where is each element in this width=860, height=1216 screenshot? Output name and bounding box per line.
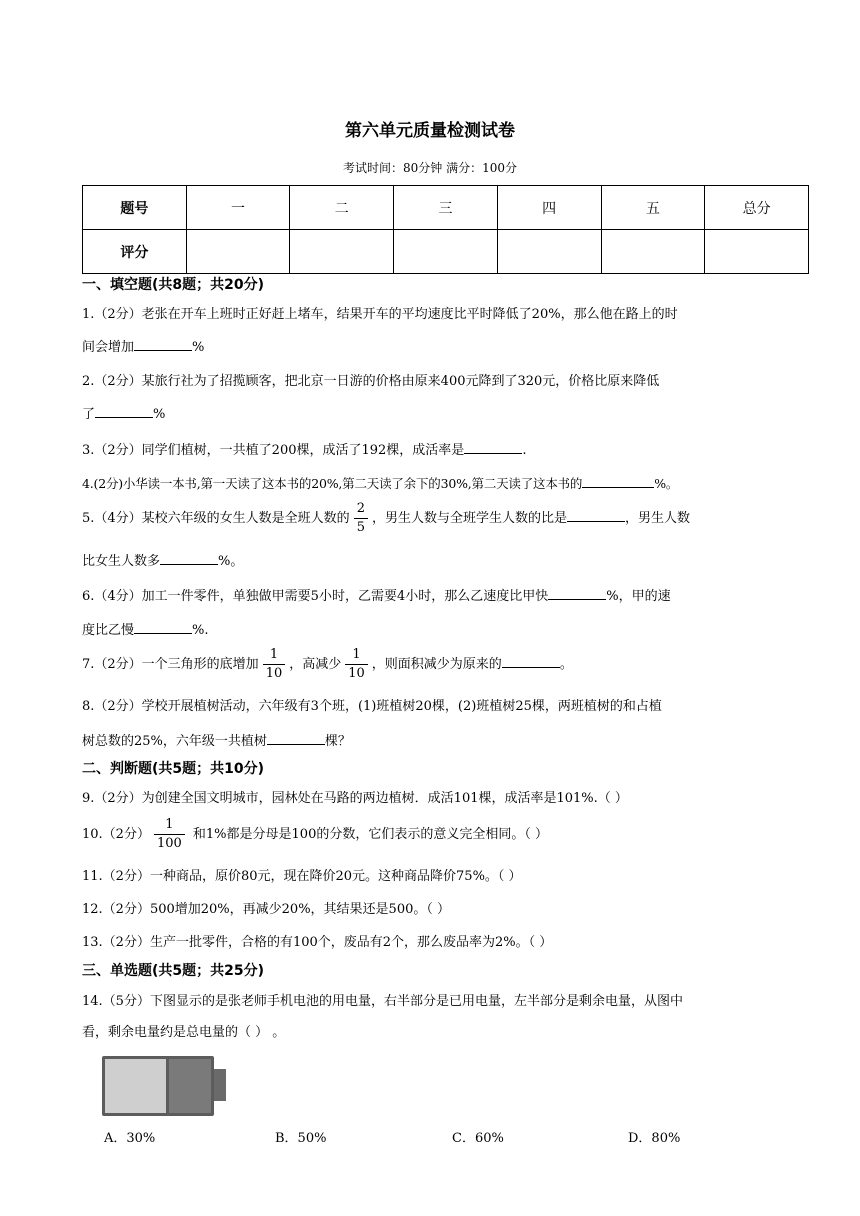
question-2-cont: 了 % [82, 404, 822, 424]
table-cell: 评分 [83, 230, 187, 274]
battery-icon [102, 1056, 214, 1116]
question-8-cont: 树总数的25%，六年级一共植树 棵？ [82, 731, 822, 751]
question-14: 14.（5分）下图显示的是张老师手机电池的用电量，右半部分是已用电量，左半部分是剩余电量，从图中 [82, 994, 683, 1009]
score-cell[interactable] [497, 230, 601, 274]
score-cell[interactable] [186, 230, 290, 274]
table-cell: 四 [497, 186, 601, 230]
option-b[interactable]: B．50% [275, 1131, 327, 1146]
section-heading: 三、单选题(共5题；共25分) [82, 963, 265, 979]
option-d[interactable]: D．80% [628, 1131, 681, 1146]
score-table [82, 185, 809, 274]
question-12: 12.（2分）500增加20%，再减少20%，其结果还是500。（ ） [82, 902, 450, 917]
score-cell[interactable] [394, 230, 498, 274]
table-cell: 一 [186, 186, 290, 230]
battery-terminal [214, 1069, 226, 1101]
fraction: $\frac{1}{10}$ [345, 646, 368, 683]
score-cell[interactable] [601, 230, 705, 274]
section-heading: 一、填空题(共8题；共20分) [82, 277, 265, 293]
fraction: $\frac{1}{100}$ [154, 816, 185, 853]
answer-blank[interactable] [134, 337, 192, 351]
question-3: 3.（2分）同学们植树，一共植了200棵，成活了192棵，成活率是 . [82, 440, 822, 460]
answer-blank[interactable] [134, 620, 192, 634]
answer-blank[interactable] [548, 586, 606, 600]
table-cell: 题号 [83, 186, 187, 230]
score-cell[interactable] [290, 230, 394, 274]
question-1-cont: 间会增加 % [82, 337, 822, 357]
battery-used-portion [166, 1059, 211, 1113]
answer-blank[interactable] [582, 474, 654, 488]
table-cell: 三 [394, 186, 498, 230]
question-10: 10.（2分） $\frac{1}{100}$ 和1%都是分母是100的分数，它们表示的意义完全相同。（ ） [82, 817, 548, 851]
fraction: $\frac{2}{5}$ [354, 500, 368, 537]
score-cell[interactable] [705, 230, 809, 274]
question-9: 9.（2分）为创建全国文明城市，园林处在马路的两边植树．成活101棵，成活率是101%.（ ） [82, 791, 628, 806]
option-a[interactable]: A．30% [104, 1131, 156, 1146]
question-1: 1.（2分）老张在开车上班时正好赶上堵车，结果开车的平均速度比平时降低了20%，那么他在路上的时 [82, 307, 678, 322]
question-14-cont: 看，剩余电量约是总电量的（ ） 。 [82, 1025, 286, 1040]
answer-blank[interactable] [464, 440, 522, 454]
page-title: 第六单元质量检测试卷 [345, 121, 515, 141]
fraction: $\frac{1}{10}$ [263, 646, 286, 683]
question-8: 8.（2分）学校开展植树活动，六年级有3个班，(1)班植树20棵，(2)班植树25棵，两班植树的和占植 [82, 699, 662, 714]
question-7: 7.（2分）一个三角形的底增加 $\frac{1}{10}$ ，高减少 $\frac{1}{10}$ ，则面积减少为原来的 。 [82, 647, 573, 681]
answer-blank[interactable] [567, 508, 625, 522]
question-4: 4.(2分)小华读一本书,第一天读了这本书的20%,第二天读了余下的30%,第二天读了这本书的 %。 [82, 476, 679, 491]
answer-blank[interactable] [502, 654, 560, 668]
answer-blank[interactable] [95, 404, 153, 418]
question-13: 13.（2分）生产一批零件，合格的有100个，废品有2个，那么废品率为2%。（ ） [82, 935, 553, 950]
exam-info: 考试时间：80分钟 满分：100分 [343, 161, 517, 175]
question-2: 2.（2分）某旅行社为了招揽顾客，把北京一日游的价格由原来400元降到了320元，价格比原来降低 [82, 374, 660, 389]
answer-blank[interactable] [267, 731, 325, 745]
table-cell: 总分 [705, 186, 809, 230]
table-row [83, 186, 809, 230]
answer-blank[interactable] [160, 551, 218, 565]
question-6: 6.（4分）加工一件零件，单独做甲需要5小时，乙需要4小时，那么乙速度比甲快 %，甲的速 [82, 586, 822, 606]
option-c[interactable]: C．60% [452, 1131, 504, 1146]
question-5: 5.（4分）某校六年级的女生人数是全班人数的 $\frac{2}{5}$ ，男生人数与全班学生人数的比是 ，男生人数 [82, 501, 690, 535]
table-cell: 二 [290, 186, 394, 230]
question-6-cont: 度比乙慢 %. [82, 620, 822, 640]
question-5-cont: 比女生人数多 %。 [82, 551, 822, 571]
table-cell: 五 [601, 186, 705, 230]
table-row [83, 230, 809, 274]
question-11: 11.（2分）一种商品，原价80元，现在降价20元。这种商品降价75%。（ ） [82, 869, 522, 884]
section-heading: 二、判断题(共5题；共10分) [82, 761, 265, 777]
